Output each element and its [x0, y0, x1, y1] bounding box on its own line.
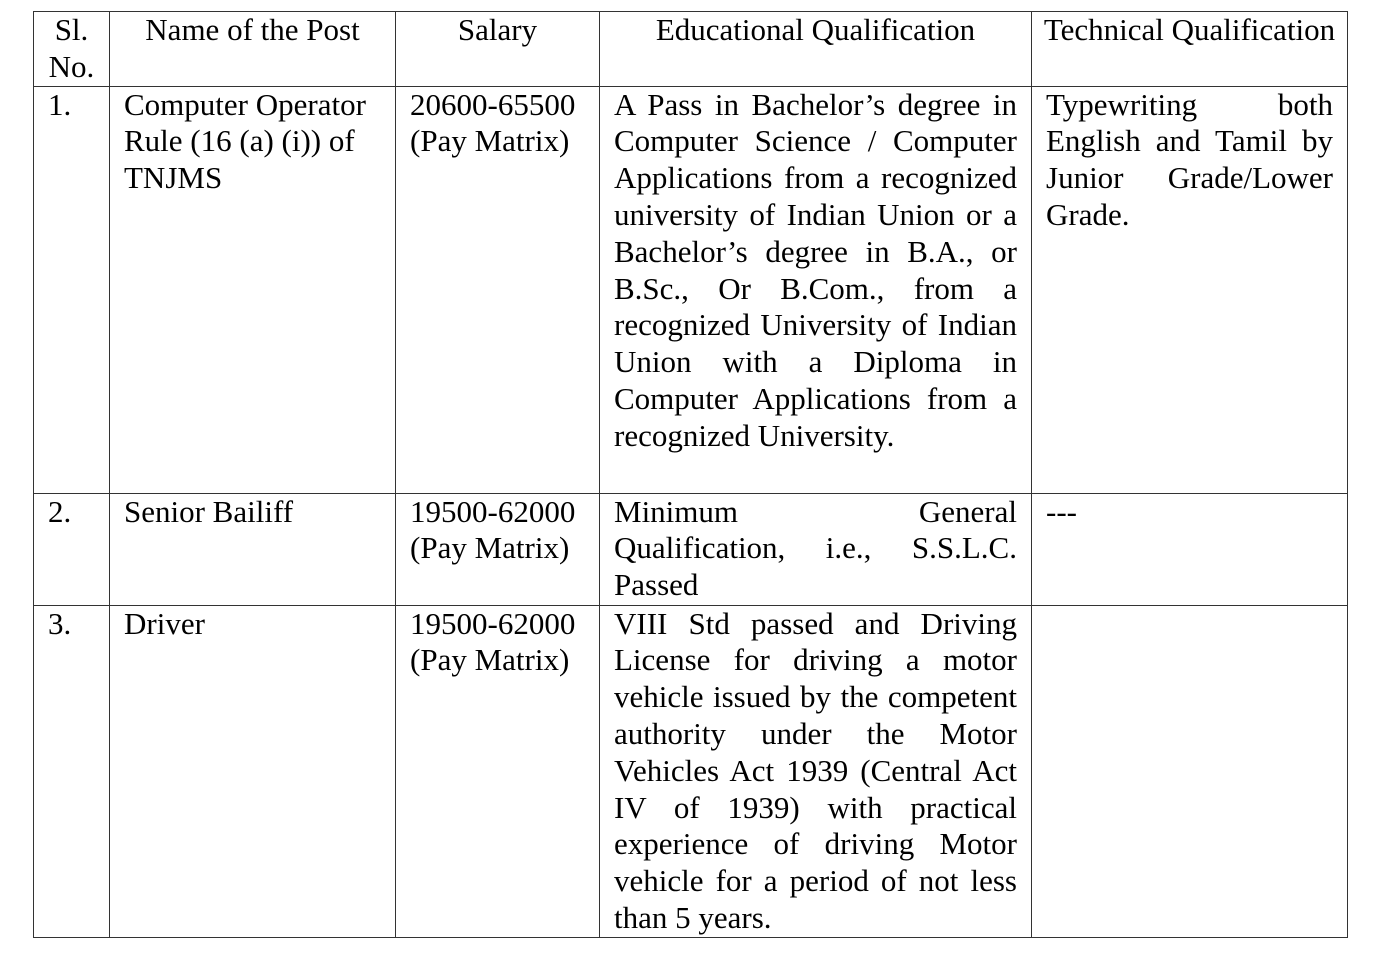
table-row: [34, 605, 1348, 937]
header-salary: Salary: [396, 12, 600, 87]
posts-table: [33, 11, 1348, 938]
cell-post-name: Computer Operator Rule (16 (a) (i)) of TNJMS: [110, 86, 396, 493]
cell-technical-qualification: Typewriting both English and Tamil by Junior Grade/Lower Grade.: [1032, 86, 1348, 493]
cell-post-name: Driver: [110, 605, 396, 937]
cell-sl-no: 2.: [34, 493, 110, 605]
header-post-name: Name of the Post: [110, 12, 396, 87]
cell-post-name: Senior Bailiff: [110, 493, 396, 605]
cell-educational-qualification: Minimum General Qualification, i.e., S.S.L.C. Passed: [600, 493, 1032, 605]
header-technical-qualification: Technical Qualification: [1032, 12, 1348, 87]
cell-educational-qualification: A Pass in Bachelor’s degree in Computer Science / Computer Applications from a recognized university of Indian Union or a Bachelor’s degree in B.A., or B.Sc., Or B.Com., from a recognized University of Indian Union with a Diploma in Computer Applications from a recognized University.: [600, 86, 1032, 493]
cell-salary: 20600-65500 (Pay Matrix): [396, 86, 600, 493]
cell-salary: 19500-62000 (Pay Matrix): [396, 493, 600, 605]
table-row: [34, 86, 1348, 493]
cell-educational-qualification: VIII Std passed and Driving License for driving a motor vehicle issued by the competent authority under the Motor Vehicles Act 1939 (Central Act IV of 1939) with practical experience of driving Motor vehicle for a period of not less than 5 years.: [600, 605, 1032, 937]
header-row: [34, 12, 1348, 87]
cell-technical-qualification: [1032, 605, 1348, 937]
cell-sl-no: 1.: [34, 86, 110, 493]
cell-salary: 19500-62000 (Pay Matrix): [396, 605, 600, 937]
cell-technical-qualification: ---: [1032, 493, 1348, 605]
header-sl-no: Sl. No.: [34, 12, 110, 87]
table-row: [34, 493, 1348, 605]
cell-sl-no: 3.: [34, 605, 110, 937]
header-educational-qualification: Educational Qualification: [600, 12, 1032, 87]
